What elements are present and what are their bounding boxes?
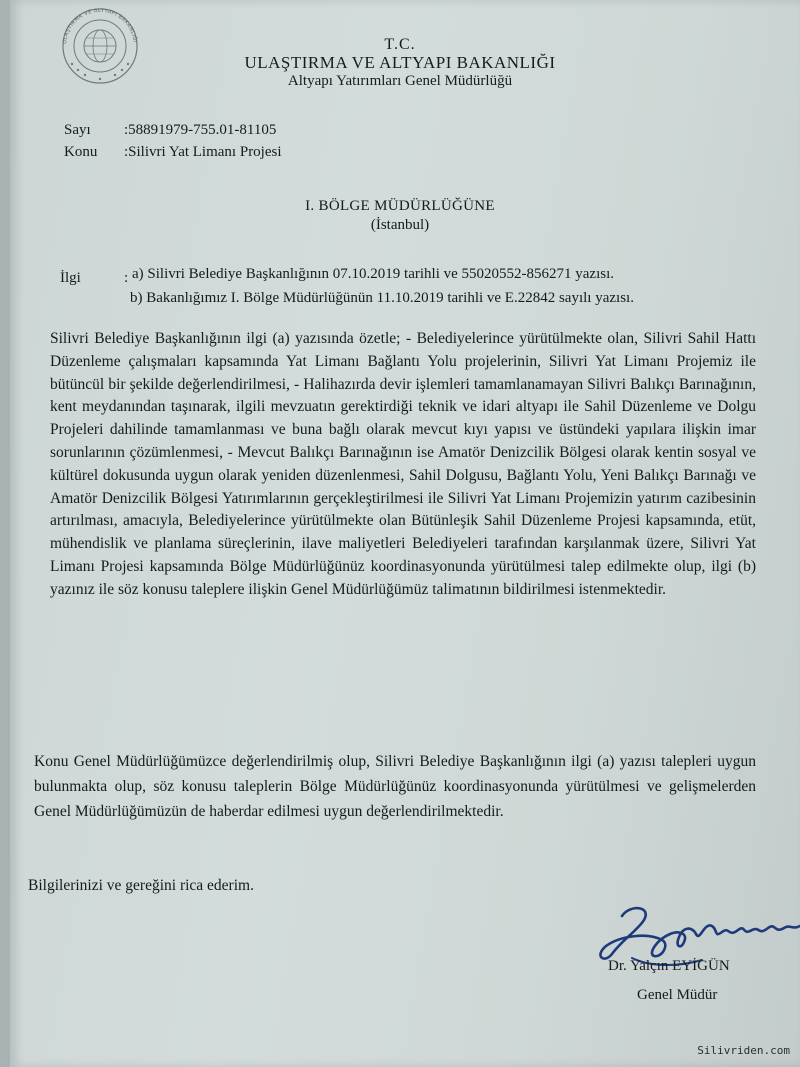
sayi-value: :58891979-755.01-81105: [124, 122, 277, 138]
header-tc: T.C.: [384, 36, 416, 53]
signer-title: Genel Müdür: [637, 987, 718, 1003]
ilgi-label: İlgi: [60, 270, 81, 286]
paragraph-1-text: Silivri Belediye Başkanlığının ilgi (a) yazısında özetle; - Belediyelerince yürütülmekte olan, Silivri Sahil Hattı Düzenleme çalışmaları kapsamında Yat Limanı Bağlantı Yolu projelerinin, Silivri Yat Limanı Projemiz ile bütüncül bir şekilde değerlendirilmesi, - Halihazırda devir işlemleri tamamlanamayan Silivri Balıkçı Barınağının, kent meydanından taşınarak, ilgili mevzuatın gerektirdiği teknik ve idari altyapı ile Sahil Düzenleme ve Dolgu Projeleri dahilinde tamamlanması ve buna bağlı olarak mevcut kıyı yapısı ve üstündeki yapılara ilişkin imar sorunlarının çözümlenmesi, - Mevcut Balıkçı Barınağının ise Amatör Denizcilik Bölgesi olarak kentin sosyal ve kültürel dokusunda uygun olarak yeniden düzenlenmesi, Sahil Dolgusu, Bağlantı Yolu, Yeni Balıkçı Barınağı ve Amatör Denizcilik Bölgesi Yatırımlarının gerçekleştirilmesi ile Silivri Yat Limanı Projemizin yatırım cazibesinin artırılması, amacıyla, Belediyelerince yürütülmekte olan Bütünleşik Sahil Düzenleme Projesi kapsamında, etüt, mühendislik ve planlama süreçlerinin, ilave maliyetleri Belediyeleri tarafından karşılanmak üzere, Silivri Yat Limanı Projesi kapsamında Bölge Müdürlüğünüz koordinasyonunda yürütülmesi talep edilmekte olup, ilgi (b) yazınız ile söz konusu taleplere ilişkin Genel Müdürlüğümüz talimatının bildirilmesi istenmektedir.: [50, 330, 756, 598]
svg-text:ULAŞTIRMA VE ALTYAPI BAKANLIĞI: ULAŞTIRMA VE ALTYAPI BAKANLIĞI: [62, 7, 138, 45]
closing-line: Bilgilerinizi ve gereğini rica ederim.: [28, 877, 254, 894]
ministry-seal-icon: [52, 6, 148, 86]
ilgi-reference-b: b) Bakanlığımız I. Bölge Müdürlüğünün 11.10.2019 tarihli ve E.22842 sayılı yazısı.: [130, 290, 634, 306]
sayi-label: Sayı: [64, 122, 91, 138]
konu-label: Konu: [64, 144, 98, 160]
meta-sayi: [64, 122, 276, 139]
header-department: Altyapı Yatırımları Genel Müdürlüğü: [287, 73, 513, 89]
ilgi-colon: :: [124, 270, 129, 286]
meta-konu: [64, 144, 282, 161]
paragraph-2-text: Konu Genel Müdürlüğümüzce değerlendirilmiş olup, Silivri Belediye Başkanlığının ilgi (a) yazısı talepleri uygun bulunmakta olup, söz konusu taleplerin Bölge Müdürlüğünüz koordinasyonunda yürütülmesi ve gelişmelerden Genel Müdürlüğümüzün de haberdar edilmesi uygun değerlendirilmektedir.: [34, 753, 756, 820]
ilgi-reference-a: a) Silivri Belediye Başkanlığının 07.10.2019 tarihli ve 55020552-856271 yazısı.: [132, 266, 615, 282]
addressee-title: I. BÖLGE MÜDÜRLÜĞÜNE: [305, 198, 495, 214]
watermark: Silivriden.com: [697, 1044, 790, 1057]
signer-name: Dr. Yalçın EYİGÜN: [608, 958, 730, 974]
addressee-city: (İstanbul): [370, 217, 430, 233]
body-paragraph-1: [50, 328, 756, 602]
body-paragraph-2: [34, 749, 756, 824]
header-ministry: ULAŞTIRMA VE ALTYAPI BAKANLIĞI: [244, 53, 556, 72]
konu-value: :Silivri Yat Limanı Projesi: [124, 144, 282, 160]
document-page: [10, 0, 800, 1067]
